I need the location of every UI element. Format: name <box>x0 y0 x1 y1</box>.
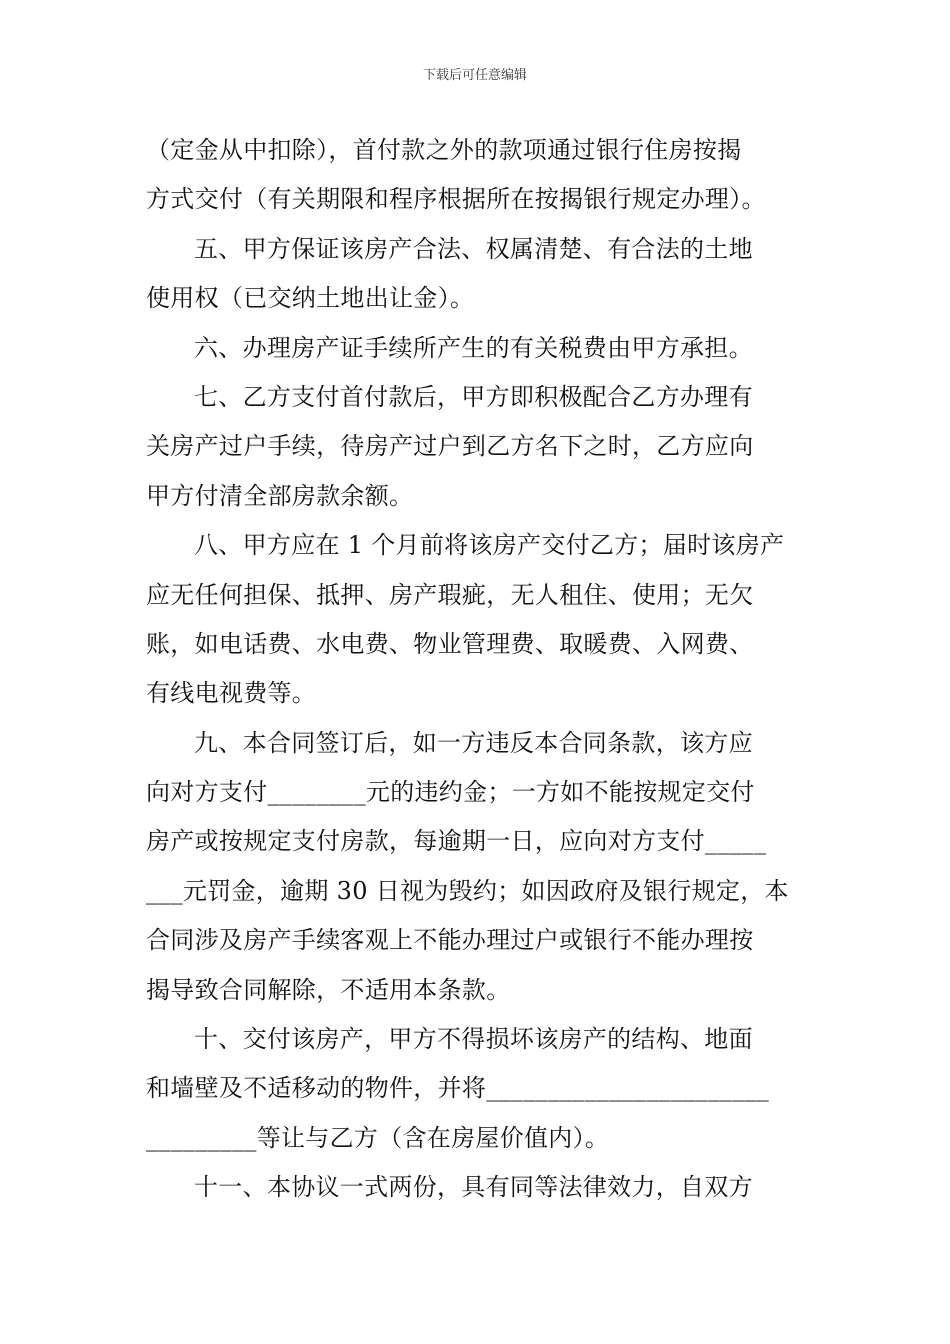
text-line: 有线电视费等。 <box>146 679 317 708</box>
contract-body <box>146 126 810 1213</box>
text-line: 六、办理房产证手续所产生的有关税费由甲方承担。 <box>194 333 753 362</box>
page-header: 下载后可任意编辑 <box>422 68 527 83</box>
text-line: 七、乙方支付首付款后，甲方即积极配合乙方办理有 <box>194 382 753 411</box>
text-line: 五、甲方保证该房产合法、权属清楚、有合法的土地 <box>194 234 753 263</box>
text-line: 方式交付（有关期限和程序根据所在按揭银行规定办理）。 <box>146 185 766 214</box>
text-line: 十一、本协议一式两份，具有同等法律效力，自双方 <box>194 1173 753 1202</box>
text-line: 合同涉及房产手续客观上不能办理过户或银行不能办理按 <box>146 926 754 955</box>
text-line: 使用权（已交纳土地出让金）。 <box>146 284 475 313</box>
text-line: _________等让与乙方（含在房屋价值内）。 <box>146 1123 610 1152</box>
text-line: 关房产过户手续，待房产过户到乙方名下之时，乙方应向 <box>146 432 754 461</box>
text-line: 八、甲方应在 1 个月前将该房产交付乙方；届时该房产 <box>194 531 785 560</box>
text-line: 甲方付清全部房款余额。 <box>146 481 414 510</box>
text-line: 应无任何担保、抵押、房产瑕疵，无人租住、使用；无欠 <box>146 580 754 609</box>
text-line: 和墙壁及不适移动的物件，并将_______________________ <box>146 1074 770 1103</box>
text-line: 揭导致合同解除，不适用本条款。 <box>146 975 511 1004</box>
text-line: 房产或按规定支付房款，每逾期一日，应向对方支付_____ <box>146 827 767 856</box>
text-line: 账，如电话费、水电费、物业管理费、取暖费、入网费、 <box>146 629 754 658</box>
text-line: ___元罚金，逾期 30 日视为毁约；如因政府及银行规定，本 <box>146 876 789 905</box>
text-line: 向对方支付________元的违约金；一方如不能按规定交付 <box>146 778 755 807</box>
text-line: （定金从中扣除），首付款之外的款项通过银行住房按揭 <box>146 136 742 164</box>
text-line: 十、交付该房产，甲方不得损坏该房产的结构、地面 <box>194 1025 753 1054</box>
text-line: 九、本合同签订后，如一方违反本合同条款，该方应 <box>194 728 753 757</box>
